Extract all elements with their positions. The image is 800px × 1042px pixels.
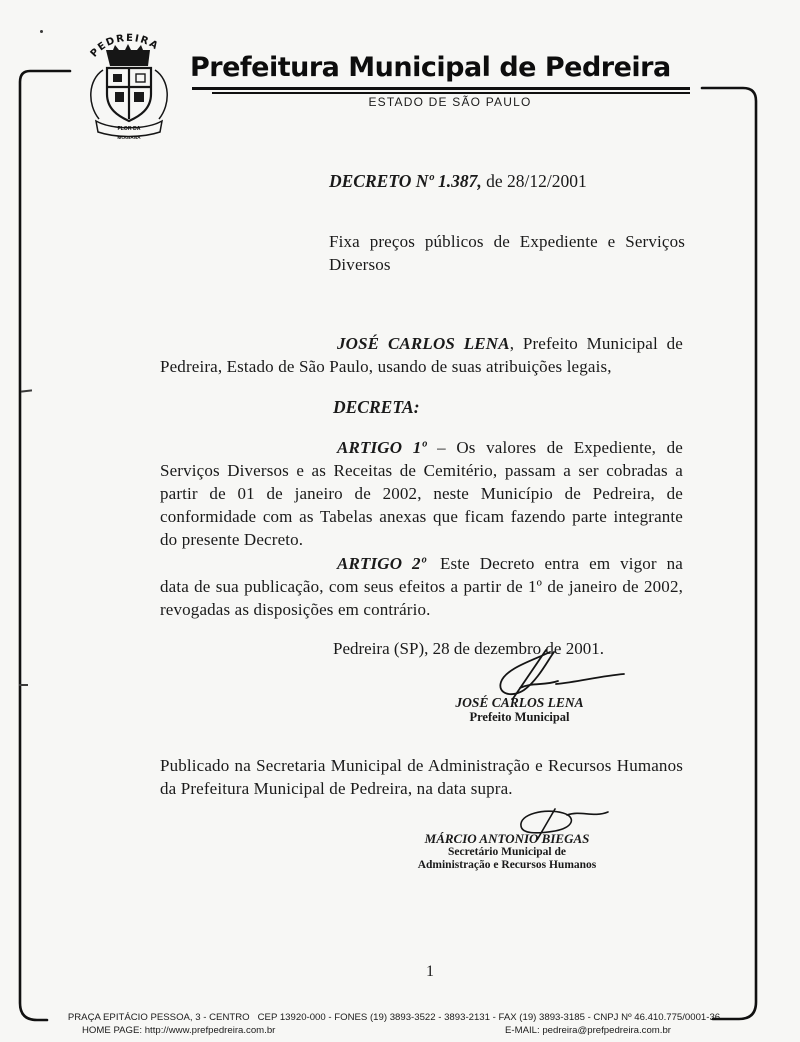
secretary-signature-block bbox=[392, 831, 622, 872]
publication-note: Publicado na Secretaria Municipal de Administração e Recursos Humanos da Prefeitura Municipal de Pedreira, na data supra. bbox=[160, 756, 683, 798]
page-number: 1 bbox=[426, 963, 434, 980]
article-1-text: – Os valores de Expediente, de Serviços Diversos e as Receitas de Cemitério, passam a ser cobradas a partir de 01 de janeiro de 2002, neste Município de Pedreira, de conformidade com as Tabelas anexas que ficam fazendo parte integrante do presente Decreto. bbox=[160, 438, 683, 549]
logo-banner-text-2: MOGIANA bbox=[117, 136, 141, 141]
footer-address: PRAÇA EPITÁCIO PESSOA, 3 - CENTRO CEP 13920-000 - FONES (19) 3893-3522 - 3893-2131 - FAX (19) 3893-3185 - CNPJ Nº 46.410.775/0001-36 bbox=[67, 1012, 721, 1023]
preamble-text: , Prefeito Municipal de Pedreira, Estado de São Paulo, usando de suas atribuições legais, bbox=[160, 334, 683, 376]
crown-icon bbox=[106, 44, 150, 66]
footer-homepage: HOME PAGE: http://www.prefpedreira.com.br bbox=[82, 1025, 276, 1036]
mayor-name-inline: JOSÉ CARLOS LENA bbox=[337, 334, 510, 353]
mayor-signature-block bbox=[427, 695, 612, 724]
article-2-text: Este Decreto entra em vigor na data de sua publicação, com seus efeitos a partir de 1º de janeiro de 2002, revogadas as disposições em contrário. bbox=[160, 554, 683, 619]
decree-heading bbox=[329, 171, 587, 192]
coat-of-arms-logo bbox=[76, 24, 182, 142]
article-1-label: ARTIGO 1º bbox=[337, 438, 427, 457]
title-underline bbox=[212, 92, 690, 94]
shield-quarter-mark bbox=[115, 92, 124, 102]
title-underline bbox=[192, 87, 690, 90]
shield-quarter-mark bbox=[113, 74, 122, 82]
logo-arc-text: PEDREIRA bbox=[88, 32, 161, 60]
secretary-signature-role-2: Administração e Recursos Humanos bbox=[417, 859, 597, 871]
mayor-signature-scrawl bbox=[448, 648, 628, 700]
mayor-signature-role: Prefeito Municipal bbox=[469, 710, 570, 724]
article-1 bbox=[160, 436, 683, 551]
decree-subject: Fixa preços públicos de Expediente e Serviços Diversos bbox=[329, 232, 685, 274]
dateline: Pedreira (SP), 28 de dezembro de 2001. bbox=[333, 639, 604, 658]
decreta-heading: DECRETA: bbox=[333, 397, 420, 417]
footer-email: E-MAIL: pedreira@prefpedreira.com.br bbox=[505, 1025, 671, 1036]
scan-artifact-dot bbox=[40, 30, 43, 33]
article-2-label: ARTIGO 2º bbox=[337, 554, 426, 573]
state-subtitle: ESTADO DE SÃO PAULO bbox=[368, 95, 532, 109]
logo-banner-text-1: FLOR DA bbox=[117, 126, 141, 132]
mayor-signature-name: JOSÉ CARLOS LENA bbox=[455, 695, 584, 710]
decree-number: DECRETO Nº 1.387, bbox=[329, 171, 482, 191]
scan-artifact-dash bbox=[19, 684, 28, 686]
shield-quarter-mark bbox=[134, 92, 144, 102]
secretary-signature-name: MÁRCIO ANTONIO BIEGAS bbox=[424, 831, 590, 846]
preamble bbox=[160, 332, 683, 378]
secretary-signature-role-1: Secretário Municipal de bbox=[448, 846, 566, 858]
page-title: Prefeitura Municipal de Pedreira bbox=[190, 52, 671, 83]
article-2 bbox=[160, 552, 683, 621]
decree-date: de 28/12/2001 bbox=[481, 171, 587, 191]
